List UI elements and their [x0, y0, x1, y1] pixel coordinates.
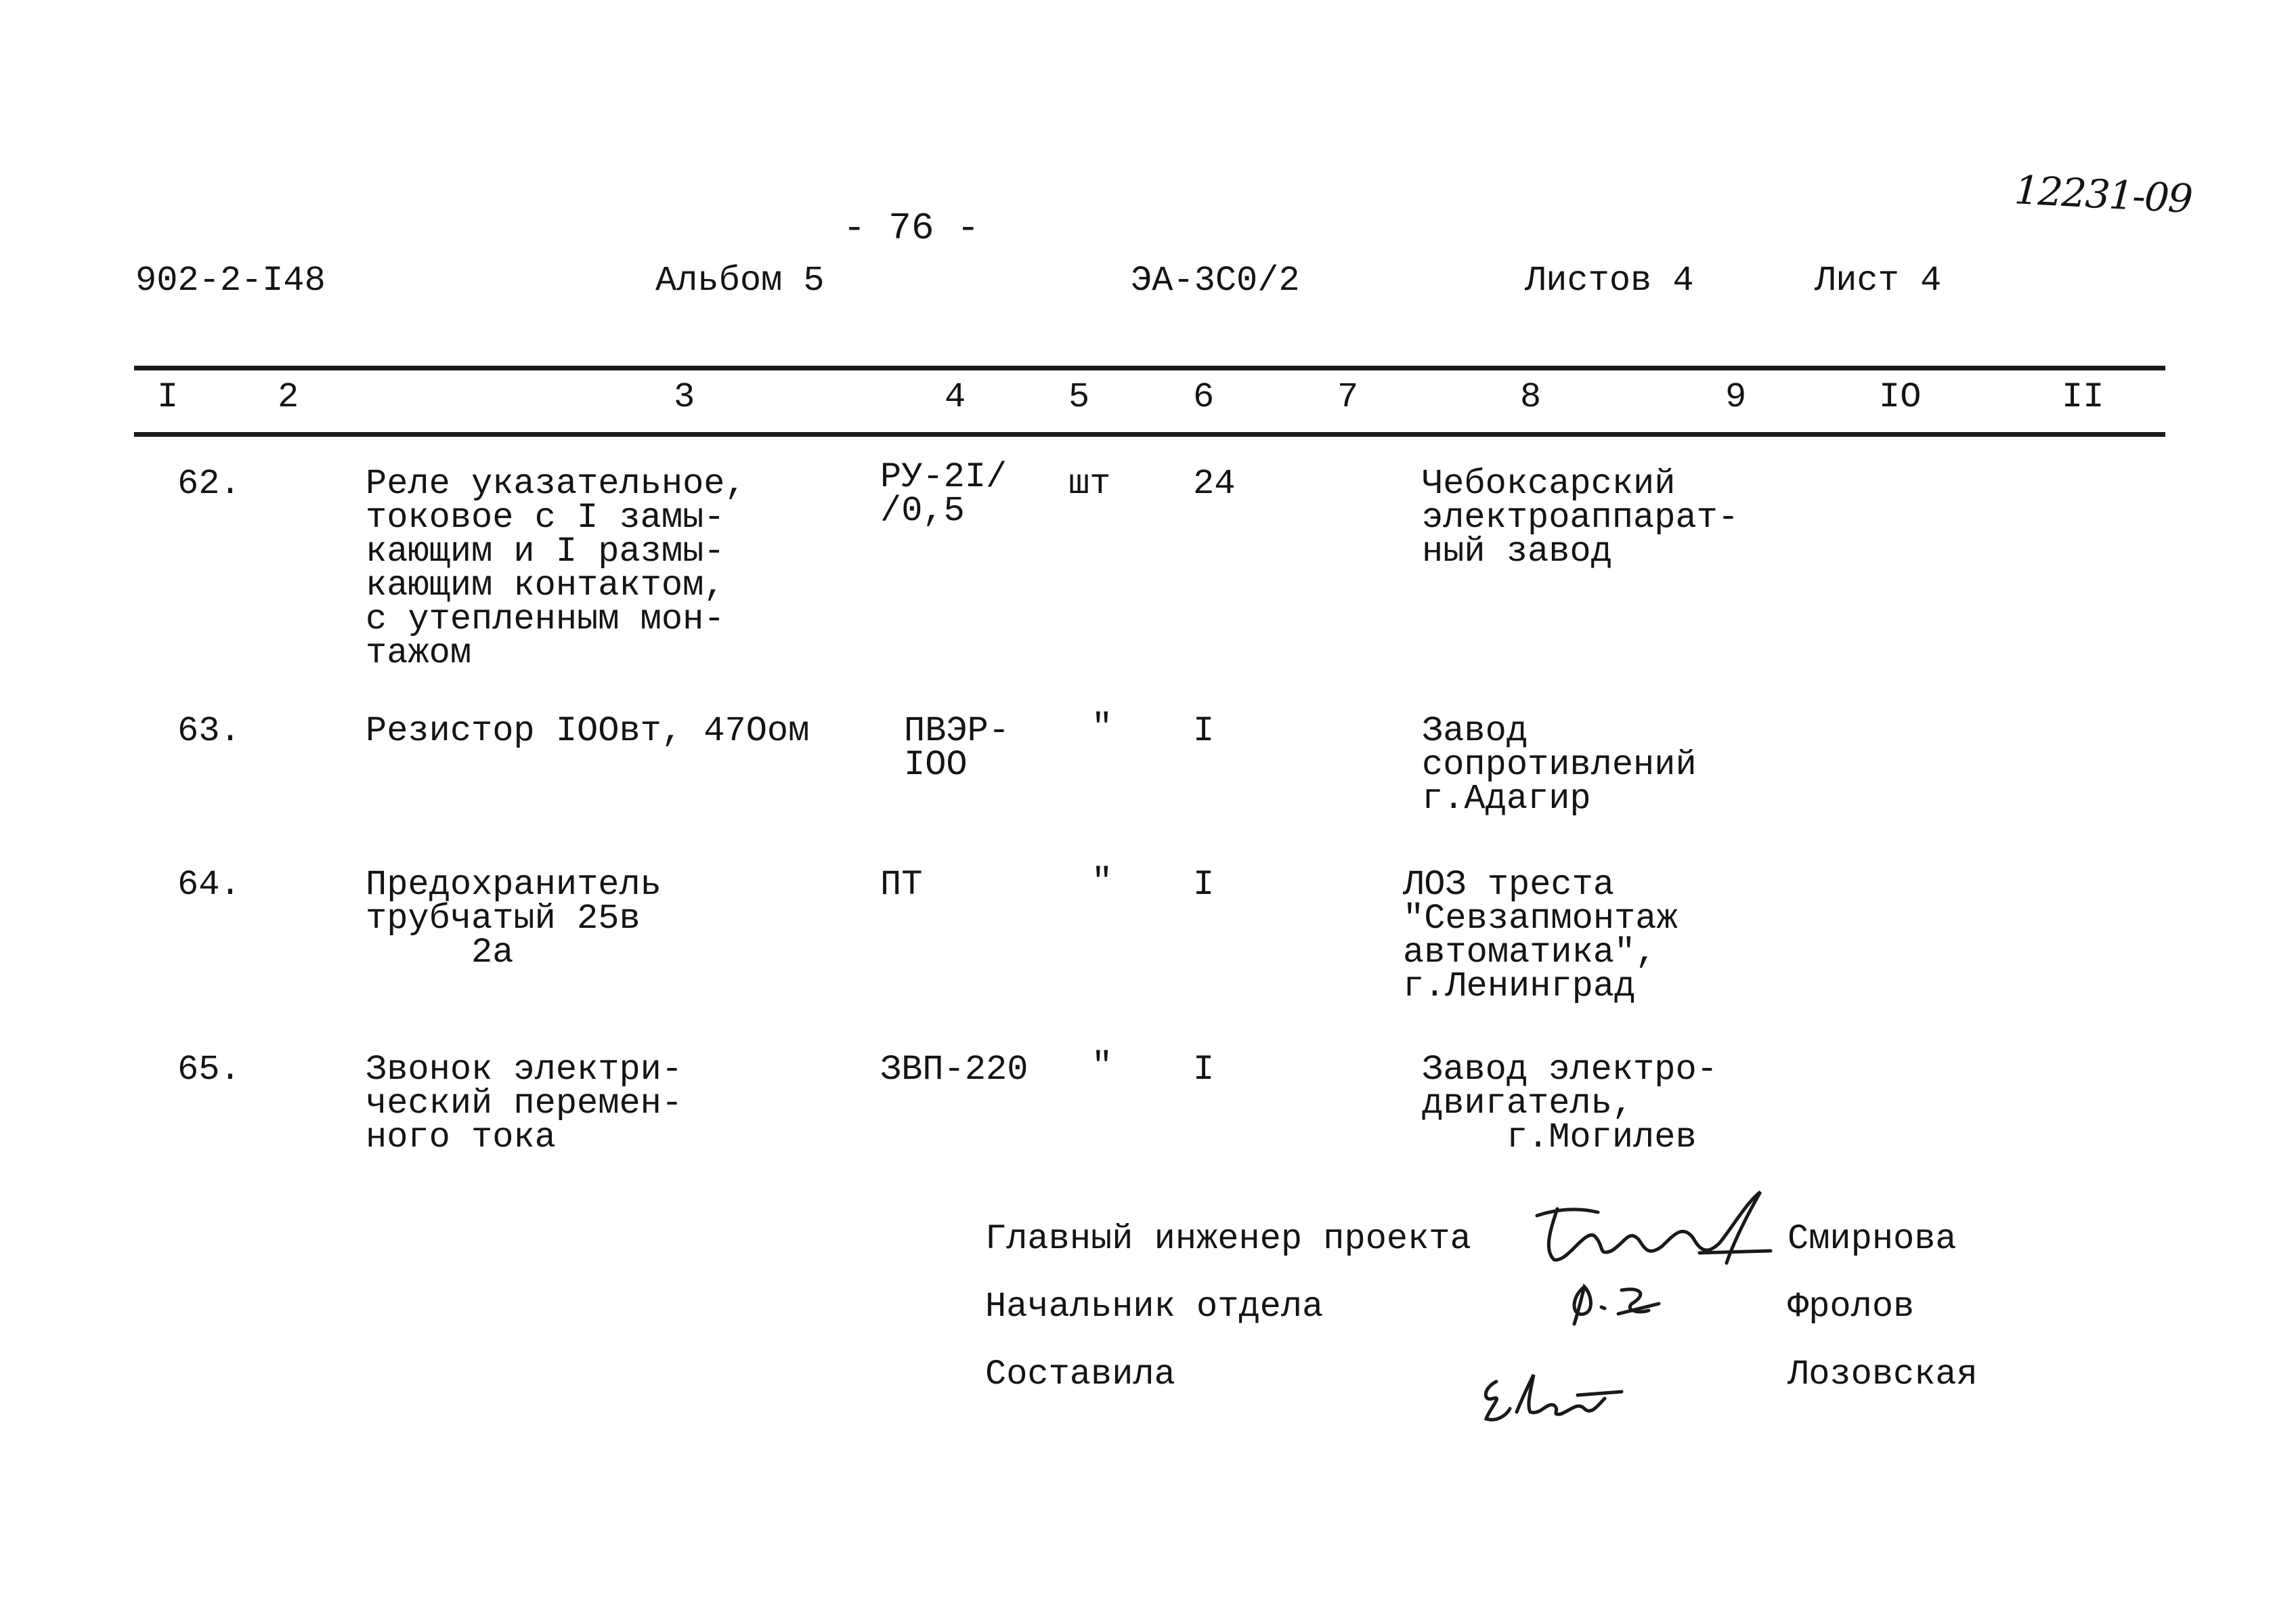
row-number: 62. — [177, 464, 241, 504]
sheet-number: Лист 4 — [1815, 261, 1942, 301]
signature-scribble — [1530, 1189, 1774, 1270]
item-type: РУ-2I/ /0,5 — [880, 457, 1008, 531]
item-quantity: I — [1193, 1050, 1215, 1090]
item-name: Резистор IООвт, 47Оом — [366, 711, 810, 751]
item-unit: " — [1091, 1046, 1113, 1086]
album-label: Альбом 5 — [655, 261, 825, 301]
signature-name: Фролов — [1788, 1287, 1915, 1327]
document-code: 902-2-I48 — [135, 261, 326, 301]
column-header: 2 — [278, 377, 299, 417]
item-quantity: I — [1193, 865, 1215, 905]
item-manufacturer: ЛОЗ треста "Севзапмонтаж автоматика", г.Ленинград — [1403, 865, 1678, 1006]
item-type: ПВЭР- IОО — [904, 711, 1010, 785]
item-name: Предохранитель трубчатый 25в 2а — [366, 865, 662, 973]
row-number: 65. — [177, 1050, 241, 1090]
item-unit: шт — [1068, 464, 1111, 504]
signature-name: Лозовская — [1788, 1354, 1978, 1394]
signature-lozovskaya — [1476, 1361, 1625, 1429]
signature-role: Главный инженер проекта — [985, 1219, 1471, 1259]
item-name: Звонок электри- ческий перемен- ного тока — [366, 1050, 683, 1157]
table-top-rule — [134, 366, 2165, 370]
drawing-code: ЭА-3С0/2 — [1131, 261, 1300, 301]
column-header: 5 — [1068, 377, 1090, 417]
column-header: 8 — [1520, 377, 1542, 417]
column-header: 7 — [1337, 377, 1359, 417]
item-quantity: I — [1193, 711, 1215, 751]
item-name: Реле указательное, токовое с I замы- кающим и I размы- кающим контактом, с утепленным мон- тажом — [366, 464, 746, 673]
item-type: ЗВП-220 — [880, 1050, 1028, 1090]
item-type: ПТ — [880, 865, 923, 905]
page-number: - 76 - — [843, 207, 980, 250]
item-unit: " — [1091, 708, 1113, 748]
column-header: II — [2062, 377, 2104, 417]
item-manufacturer: Завод электро- двигатель, г.Могилев — [1422, 1050, 1718, 1157]
sheets-total: Листов 4 — [1525, 261, 1694, 301]
archive-mark: 12231-09 — [2013, 167, 2193, 222]
item-manufacturer: Чебоксарский электроаппарат- ный завод — [1422, 464, 1739, 572]
signature-initials — [1564, 1273, 1666, 1327]
column-header: 4 — [945, 377, 966, 417]
signature-role: Начальник отдела — [985, 1287, 1324, 1327]
column-header: I — [157, 377, 179, 417]
row-number: 63. — [177, 711, 241, 751]
column-header: 9 — [1725, 377, 1747, 417]
signature-name: Смирнова — [1788, 1219, 1957, 1259]
item-manufacturer: Завод сопротивлений г.Адагир — [1422, 711, 1697, 819]
item-unit: " — [1091, 862, 1113, 902]
signature-role: Составила — [985, 1354, 1175, 1394]
table-header-rule — [134, 432, 2165, 437]
column-header: 3 — [674, 377, 695, 417]
column-header: 6 — [1193, 377, 1215, 417]
item-quantity: 24 — [1193, 464, 1236, 504]
column-header: IO — [1879, 377, 1922, 417]
row-number: 64. — [177, 865, 241, 905]
